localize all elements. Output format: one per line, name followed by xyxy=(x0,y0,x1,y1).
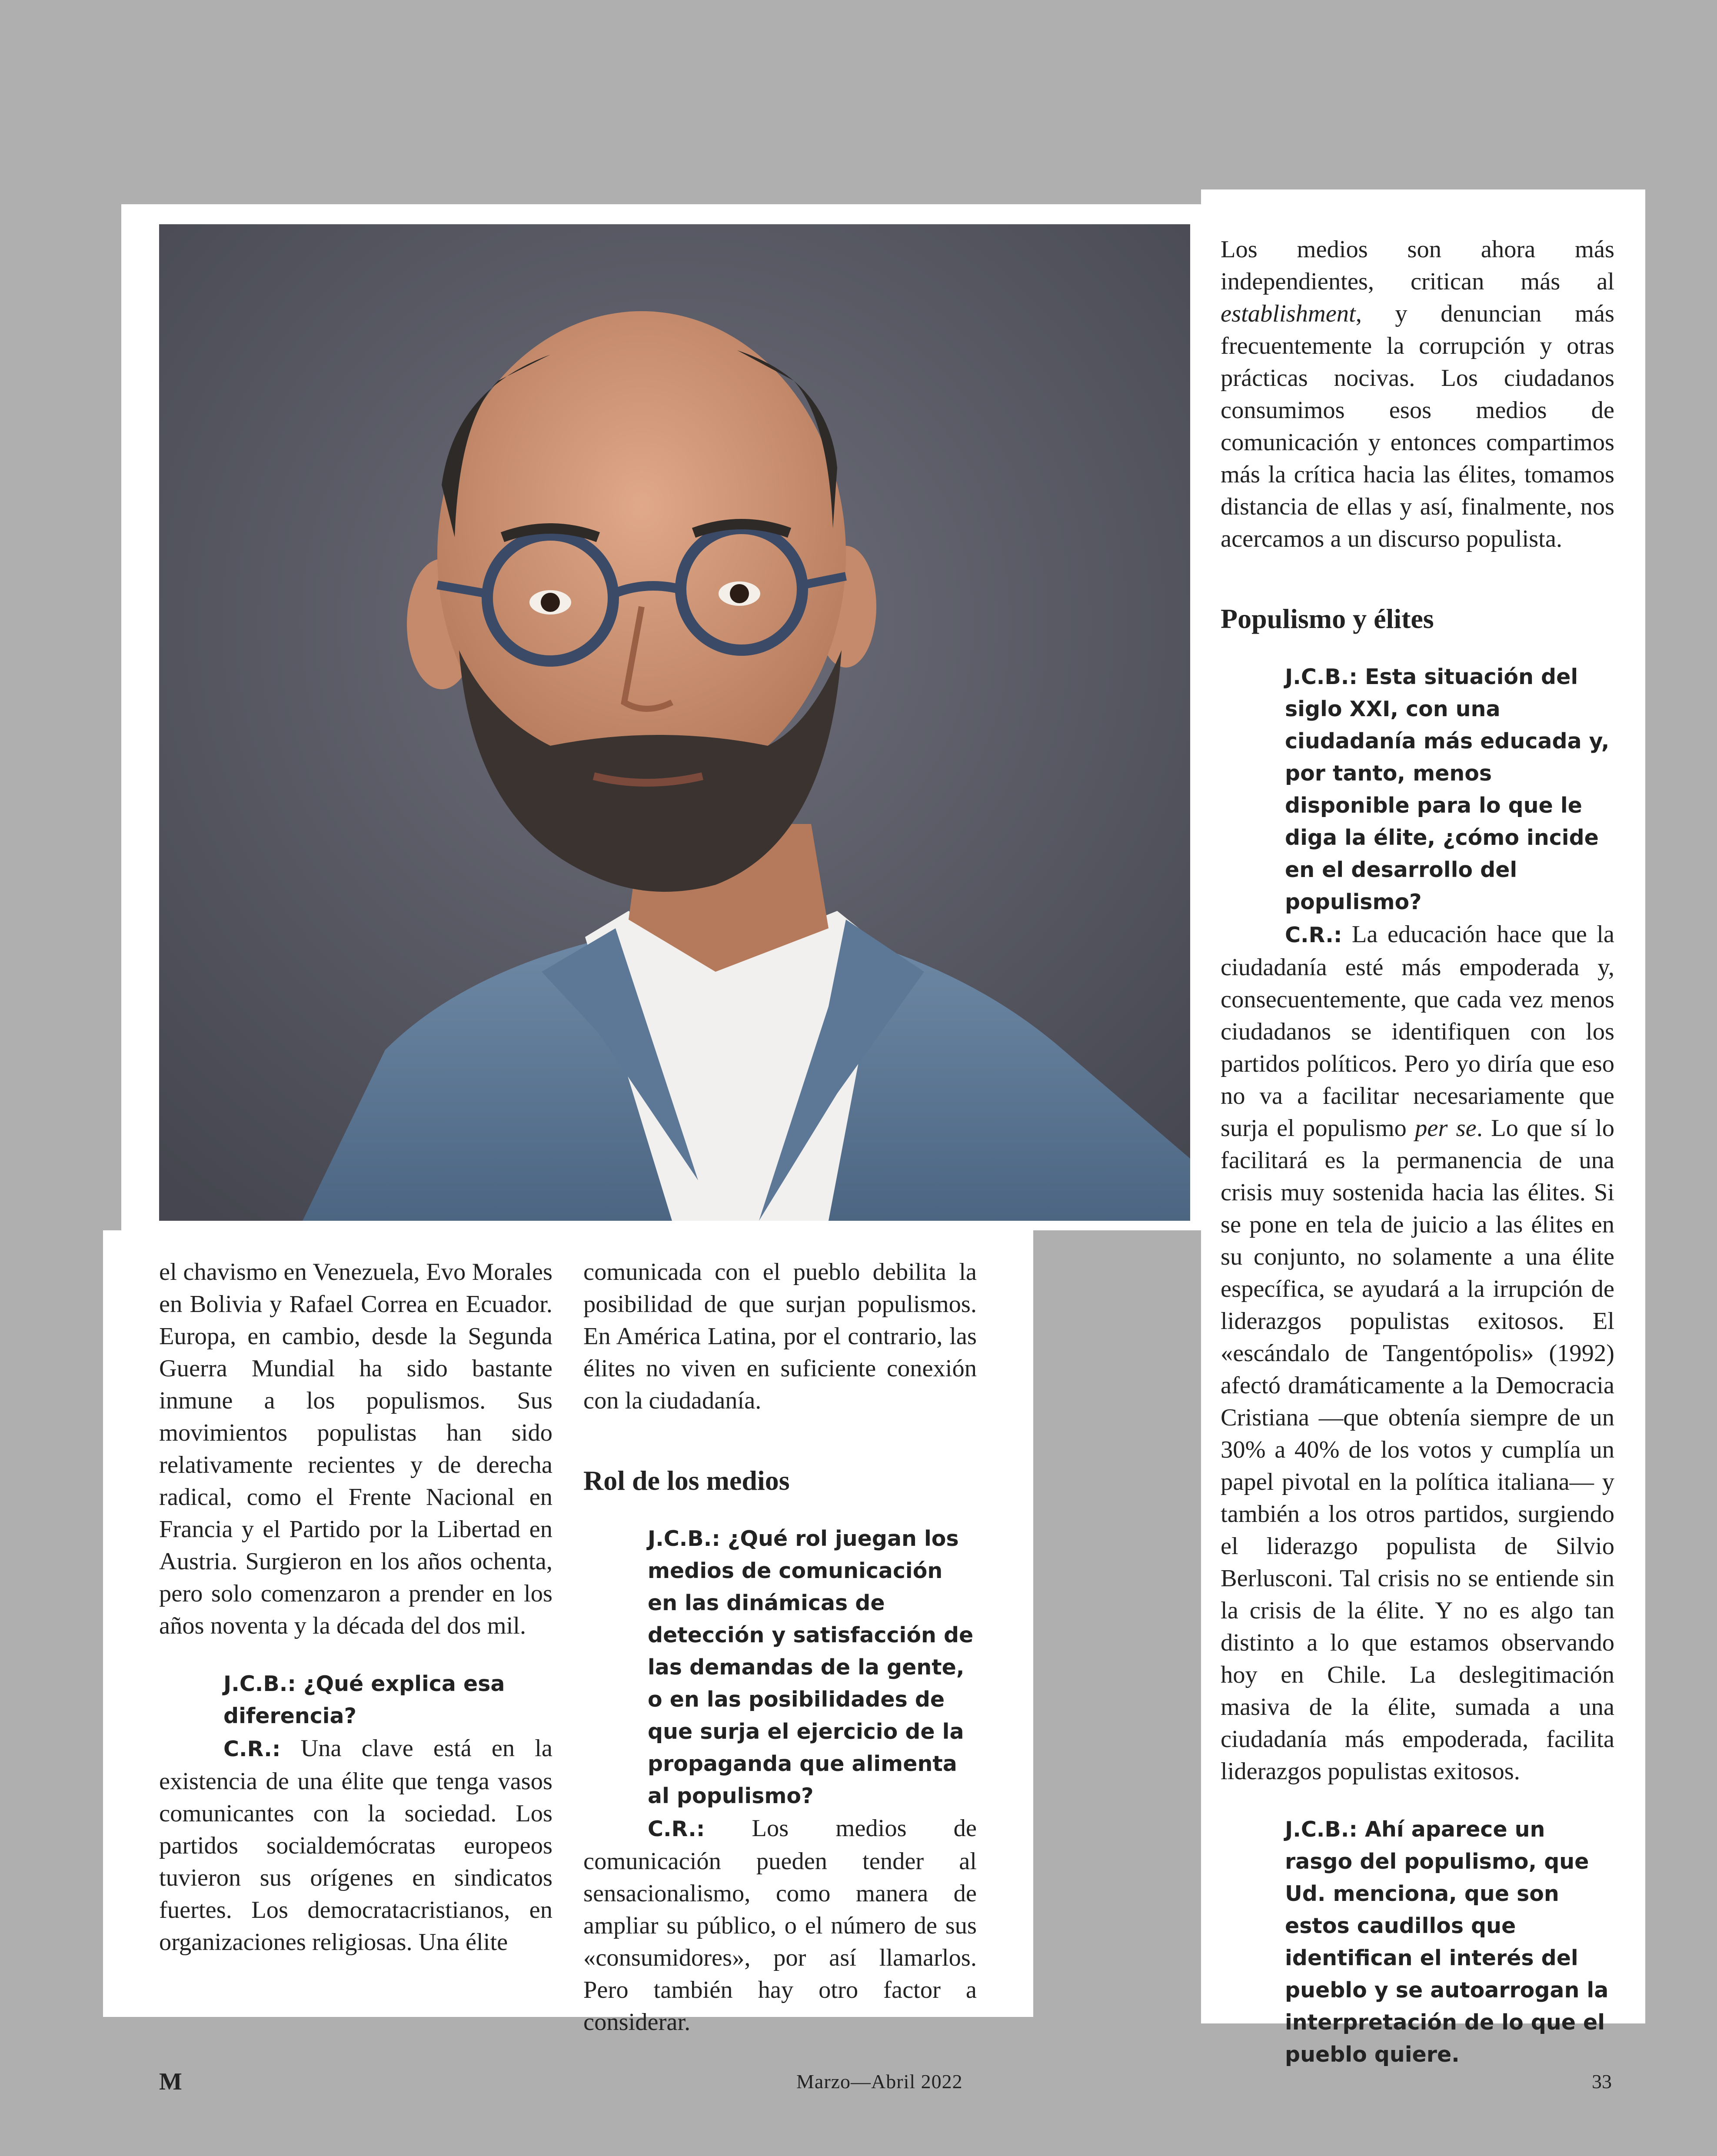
section-heading-elites: Populismo y élites xyxy=(1221,603,1434,634)
col2-question xyxy=(583,1523,977,1812)
answer-text: Una clave está en la existencia de una élite que tenga vasos comunicantes con la sociedad. Los partidos socialdemócratas europeos tuvieron sus orígenes en sindicatos fuertes. Los democratacristianos, en organizaciones religiosas. Una élite xyxy=(159,1735,552,1956)
question-text: Esta situación del siglo XXI, con una ciudadanía más educada y, por tanto, menos disponible para lo que le diga la élite, ¿cómo incide en el desarrollo del populismo? xyxy=(1285,664,1610,914)
question-text: ¿Qué rol juegan los medios de comunicación en las dinámicas de detección y satisfacción de las demandas de la gente, o en las posibilidades de que surja el ejercicio de la propaganda que alimenta al populismo? xyxy=(648,1526,974,1808)
interviewer-label: J.C.B.: xyxy=(1285,664,1358,689)
interviewer-label: J.C.B.: xyxy=(1285,1817,1358,1842)
page-number: 33 xyxy=(1592,2070,1612,2093)
col1-question xyxy=(159,1668,552,1732)
question-text: Ahí aparece un rasgo del populismo, que Ud. menciona, que son estos caudillos que identifican el interés del pueblo y se autoarrogan la interpretación de lo que el pueblo quiere. xyxy=(1285,1817,1609,2067)
interviewer-label: J.C.B.: xyxy=(223,1671,296,1696)
answer-text: Los medios de comunicación pueden tender al sensacionalismo, como manera de ampliar su público, o el número de sus «consumidores», por así llamarlos. Pero también hay otro factor a considerar. xyxy=(583,1815,977,2036)
col2-answer xyxy=(583,1812,977,2038)
column-3 xyxy=(1221,233,1614,2071)
interviewer-label: J.C.B.: xyxy=(648,1526,720,1551)
col3-question-2 xyxy=(1221,1814,1614,2071)
interviewee-label: C.R.: xyxy=(1285,923,1342,947)
col3-answer-1: C.R.: La educación hace que la ciudadanía esté más empoderada y, consecuentemente, que cada vez menos ciudadanos se identifiquen con los partidos políticos. Pero yo diría que eso no va a facilitar necesariamente que surja el populismo per se. Lo que sí lo facilitará es la permanencia de una crisis muy sostenida hacia las élites. Si se pone en tela de juicio a las élites en su conjunto, no solamente a una élite específica, se ayudará a la irrupción de liderazgos populistas exitosos. El «escándalo de Tangentópolis» (1992) afectó dramáticamente a la Democracia Cristiana —que obtenía siempre de un 30% a 40% de los votos y cumplía un papel pivotal en la política italiana— y también a los otros partidos, surgiendo el liderazgo populista de Silvio Berlusconi. Tal crisis no se entiende sin la crisis de la élite. Y no es algo tan distinto a lo que estamos observando hoy en Chile. La deslegitimación masiva de la élite, sumada a una ciudadanía más empoderada, facilita liderazgos populistas exitosos. xyxy=(1221,921,1615,1785)
magazine-logo: M xyxy=(159,2068,182,2095)
portrait-photo xyxy=(159,224,1190,1221)
interviewee-label: C.R.: xyxy=(648,1817,705,1841)
col2-paragraph: comunicada con el pueblo debilita la posibilidad de que surjan populismos. En América Latina, por el contrario, las élites no viven en suficiente conexión con la ciudadanía. xyxy=(583,1259,977,1414)
section-heading-medios: Rol de los medios xyxy=(583,1465,790,1496)
col3-question-1 xyxy=(1221,661,1614,918)
col1-paragraph: el chavismo en Venezuela, Evo Morales en Bolivia y Rafael Correa en Ecuador. Europa, en cambio, desde la Segunda Guerra Mundial ha sido bastante inmune a los populismos. Sus movimientos populistas han sido relativamente recientes y de derecha radical, como el Frente Nacional en Francia y el Partido por la Libertad en Austria. Surgieron en los años ochenta, pero solo comenzaron a prender en los años noventa y la década del dos mil. xyxy=(159,1259,552,1639)
col1-answer xyxy=(159,1732,552,1958)
interviewee-label: C.R.: xyxy=(223,1737,281,1761)
question-text: ¿Qué explica esa diferencia? xyxy=(223,1671,505,1728)
issue-date: Marzo—Abril 2022 xyxy=(796,2070,963,2093)
column-1 xyxy=(159,1256,552,1958)
col3-paragraph: Los medios son ahora más independientes, critican más al establishment, y denuncian más frecuentemente la corrupción y otras prácticas nocivas. Los ciudadanos consumimos esos medios de comunicación y entonces compartimos más la crítica hacia las élites, tomamos distancia de ellas y así, finalmente, nos acercamos a un discurso populista. xyxy=(1221,236,1614,552)
column-2 xyxy=(583,1256,977,2038)
